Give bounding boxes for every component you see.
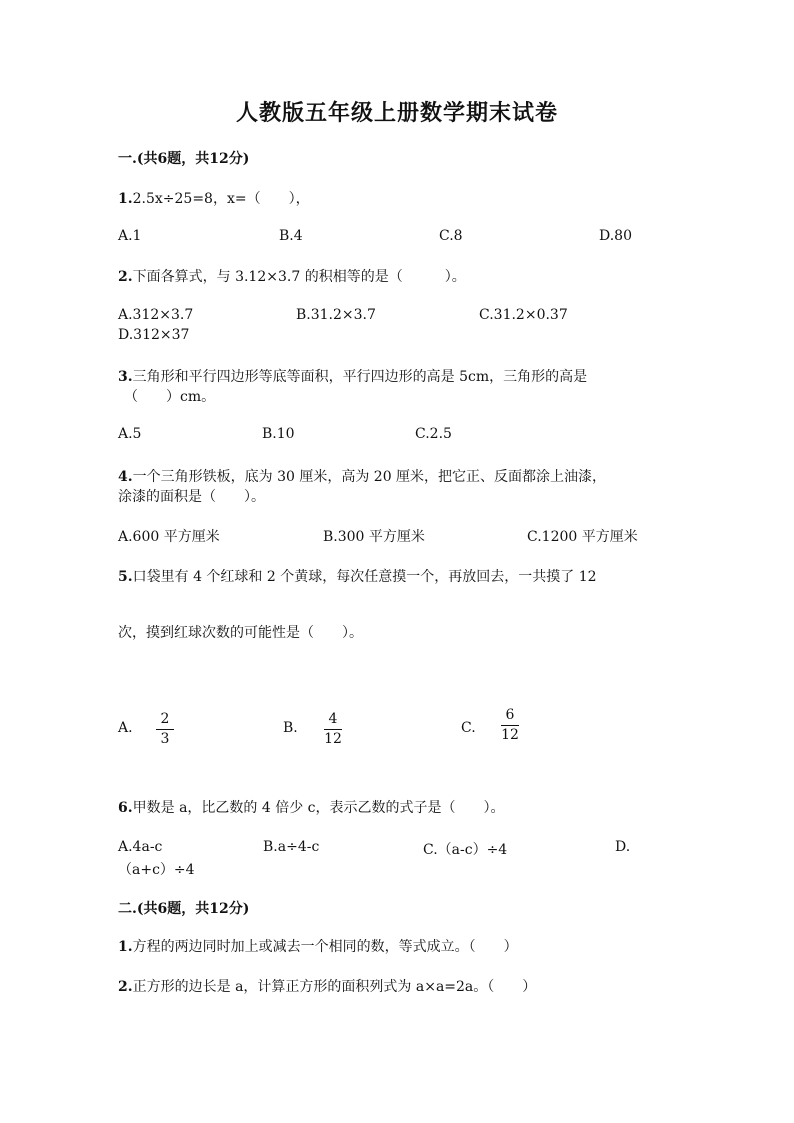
option-c: C.（a-c）÷4 [423,842,508,858]
question-number: 5. [118,569,133,585]
option-c-label: C. [461,720,476,736]
question-3 [118,366,587,386]
option-d: D.80 [599,228,632,244]
section-header: 二.(共6题，共12分) [118,901,250,917]
question-2 [118,976,536,996]
option-b: B.4 [279,228,303,244]
question-5 [118,566,597,586]
fraction-denominator: 12 [501,727,519,743]
option-a: A.4a-c [118,839,163,855]
option-a-fraction [156,711,174,748]
question-text: 2.5x÷25=8，x=（ ）， [132,191,310,207]
fraction-numerator: 6 [505,707,515,723]
option-a: A.1 [118,228,142,244]
question-text: 甲数是 a，比乙数的 4 倍少 c，表示乙数的式子是（ ）。 [132,800,505,816]
option-a: A.312×3.7 [118,307,194,323]
question-number: 6. [118,800,133,816]
question-4 [118,466,606,486]
option-d-continuation: （a+c）÷4 [118,862,195,878]
option-c: C.31.2×0.37 [479,307,568,323]
question-number: 3. [118,369,133,385]
fraction-denominator: 12 [324,731,342,747]
question-number: 2. [118,979,133,995]
option-b-label: B. [283,720,298,736]
option-a: A.5 [118,426,142,442]
option-a-label: A. [118,720,133,736]
option-d: D.312×37 [118,327,190,343]
question-text: 下面各算式，与 3.12×3.7 的积相等的是（ ）。 [132,269,466,285]
question-number: 1. [118,939,133,955]
question-5-continuation: 次，摸到红球次数的可能性是（ ）。 [118,625,363,641]
question-4-continuation: 涂漆的面积是（ ）。 [118,489,265,505]
question-1 [118,936,518,956]
option-c: C.1200 平方厘米 [527,529,638,545]
option-d: D. [615,839,631,855]
question-number: 2. [118,269,133,285]
fraction-numerator: 4 [328,711,338,727]
question-text: 方程的两边同时加上或减去一个相同的数，等式成立。（ ） [132,939,518,955]
fraction-bar [324,729,342,730]
question-number: 4. [118,469,133,485]
question-text: 正方形的边长是 a，计算正方形的面积列式为 a×a=2a。（ ） [132,979,537,995]
option-b-fraction [324,711,342,748]
section-header: 一.(共6题，共12分) [118,151,250,167]
option-b: B.a÷4-c [263,839,320,855]
option-b: B.300 平方厘米 [323,529,425,545]
question-text: 三角形和平行四边形等底等面积，平行四边形的高是 5cm，三角形的高是 [132,369,588,385]
option-c: C.8 [439,228,463,244]
option-b: B.10 [262,426,295,442]
question-6 [118,797,505,817]
question-text: 口袋里有 4 个红球和 2 个黄球，每次任意摸一个，再放回去，一共摸了 12 [132,569,597,585]
question-2 [118,266,466,286]
fraction-denominator: 3 [160,731,170,747]
fraction-numerator: 2 [160,711,170,727]
option-b: B.31.2×3.7 [296,307,376,323]
option-c: C.2.5 [415,426,452,442]
question-3-continuation: （ ）cm。 [124,389,216,405]
option-a: A.600 平方厘米 [118,529,220,545]
question-number: 1. [118,191,133,207]
question-1 [118,188,310,208]
question-text: 一个三角形铁板，底为 30 厘米，高为 20 厘米，把它正、反面都涂上油漆， [132,469,607,485]
option-c-fraction [501,707,519,744]
fraction-bar [501,725,519,726]
fraction-bar [156,729,174,730]
exam-title: 人教版五年级上册数学期末试卷 [235,100,558,126]
